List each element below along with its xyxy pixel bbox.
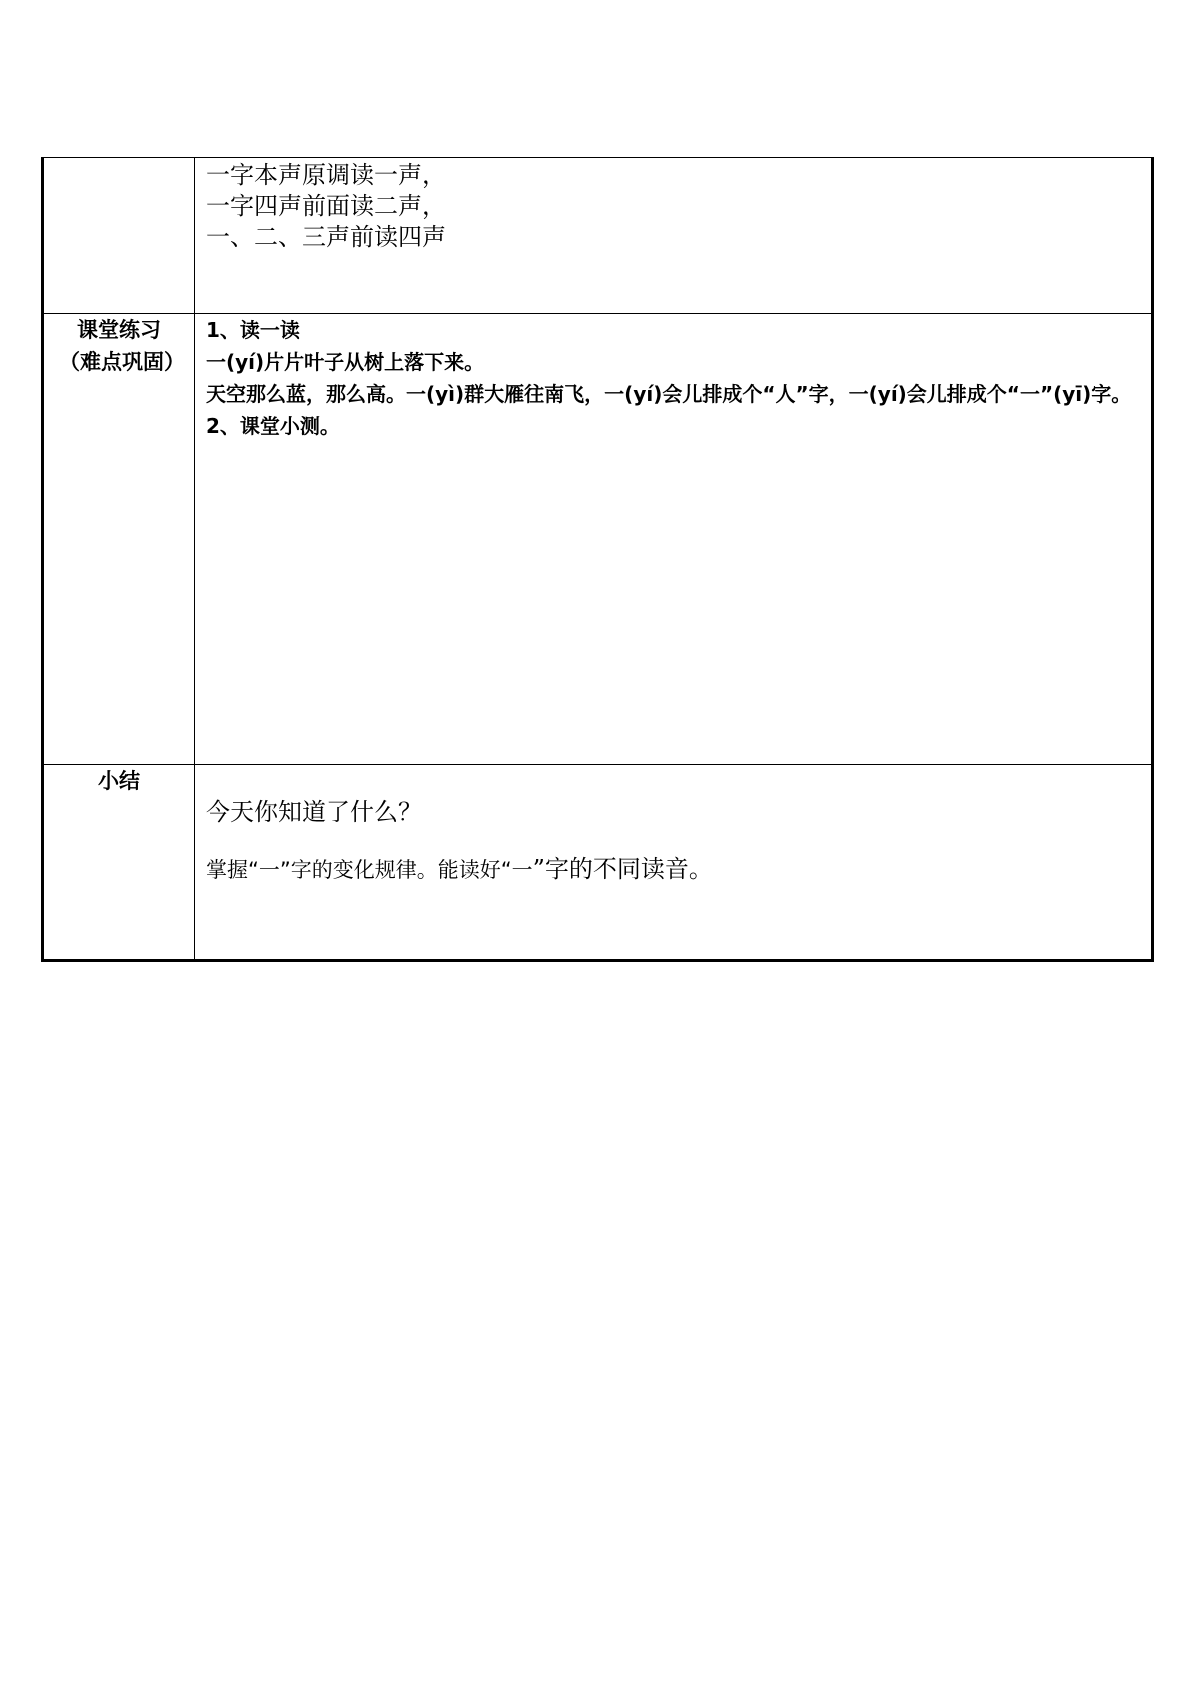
rule-line: 一字四声前面读二声， [206,192,446,220]
summary-question: 今天你知道了什么？ [206,798,422,826]
summary-label-cell [43,765,195,961]
summary-answer-part: 掌握“一”字的变化规律。能读好“一 [206,858,533,882]
practice-exercises [195,314,1151,442]
exercise-heading: 1、读一读 [206,318,300,342]
tone-rules [195,158,1151,253]
summary-answer [206,853,1151,887]
rule-line: 一字本声原调读一声， [206,161,446,189]
practice-label-cell [43,314,195,765]
rules-content-cell [195,158,1153,314]
exercise-sentence: 天空那么蓝，那么高。一(yì)群大雁往南飞，一(yí)会儿排成个“人”字，一(yí)会儿排成个“一”(yī)字。 [206,382,1132,406]
practice-label: 课堂练习（难点巩固） [59,318,185,374]
exercise-heading: 2、课堂小测。 [206,414,340,438]
table-row-practice [43,314,1153,765]
row-label-cell [43,158,195,314]
rule-line: 一、二、三声前读四声 [206,223,446,251]
table-row-rules [43,158,1153,314]
table-row-summary [43,765,1153,961]
practice-content-cell [195,314,1153,765]
exercise-sentence: 一(yí)片片叶子从树上落下来。 [206,350,485,374]
summary-content [195,765,1151,887]
lesson-table [41,157,1154,962]
summary-label: 小结 [98,769,140,793]
summary-answer-part: ”字的不同读音。 [532,855,713,883]
summary-content-cell [195,765,1153,961]
